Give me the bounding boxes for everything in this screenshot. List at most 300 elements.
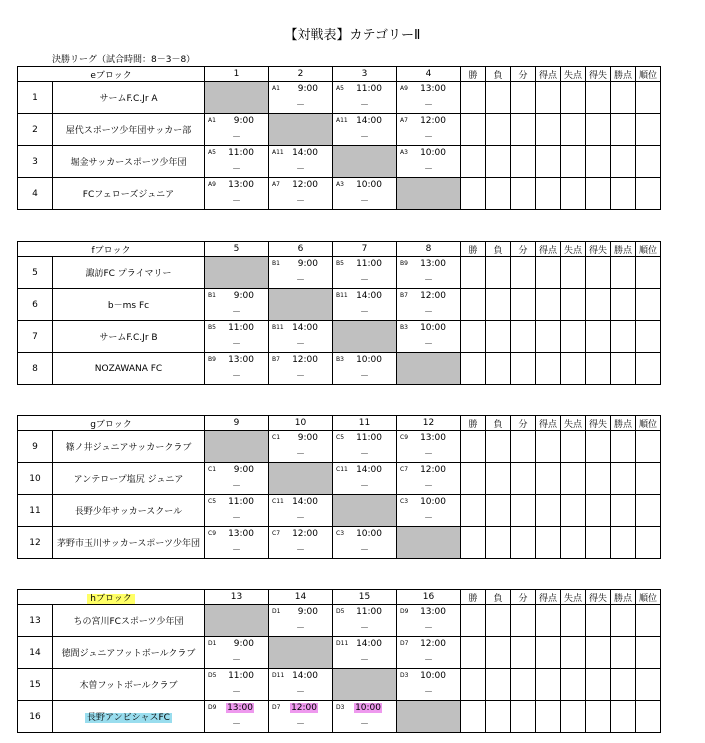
stat-header: 失点 — [561, 590, 586, 605]
column-number: 10 — [269, 416, 333, 431]
match-cell — [205, 637, 269, 669]
team-name — [53, 257, 205, 289]
match-time: 9:00 — [297, 259, 318, 269]
team-row — [18, 289, 661, 321]
block-table — [17, 589, 661, 733]
team-number: 3 — [18, 146, 53, 178]
team-name — [53, 146, 205, 178]
match-code: B3 — [400, 324, 408, 331]
stat-cell — [461, 463, 486, 495]
match-cell — [397, 82, 461, 114]
column-number: 12 — [397, 416, 461, 431]
score-dash: － — [295, 101, 305, 111]
match-time: 11:00 — [356, 84, 382, 94]
match-cell — [397, 605, 461, 637]
stat-cell — [636, 637, 661, 669]
team-number: 4 — [18, 178, 53, 210]
self-match-cell — [333, 321, 397, 353]
stat-cell — [486, 701, 511, 733]
stat-header: 負 — [486, 242, 511, 257]
stat-header: 勝点 — [611, 242, 636, 257]
stat-cell — [486, 495, 511, 527]
score-dash: － — [231, 656, 241, 666]
match-slot — [397, 637, 460, 668]
stat-cell — [636, 701, 661, 733]
match-time: 10:00 — [355, 703, 381, 713]
block-name: eブロック — [90, 70, 132, 81]
stat-header: 負 — [486, 590, 511, 605]
stat-cell — [536, 289, 561, 321]
match-cell — [333, 178, 397, 210]
stat-cell — [561, 82, 586, 114]
stat-cell — [511, 701, 536, 733]
block-name: hブロック — [87, 594, 135, 604]
stat-cell — [486, 353, 511, 385]
match-code: D5 — [208, 672, 217, 679]
stat-cell — [461, 146, 486, 178]
match-slot — [397, 146, 460, 177]
stat-cell — [511, 114, 536, 146]
score-dash: － — [231, 546, 241, 556]
match-slot — [205, 669, 268, 700]
score-dash: － — [295, 165, 305, 175]
stat-header: 失点 — [561, 67, 586, 82]
team-row — [18, 637, 661, 669]
stat-cell — [636, 146, 661, 178]
match-slot — [397, 463, 460, 494]
stat-cell — [511, 82, 536, 114]
match-code: B9 — [400, 260, 408, 267]
stat-cell — [561, 605, 586, 637]
score-dash: － — [423, 688, 433, 698]
stat-header: 負 — [486, 67, 511, 82]
match-cell — [397, 495, 461, 527]
match-slot — [205, 637, 268, 668]
stat-cell — [561, 257, 586, 289]
stat-cell — [561, 431, 586, 463]
team-name-text: b－ms Fc — [107, 301, 150, 311]
block-table — [17, 415, 661, 559]
match-cell — [333, 431, 397, 463]
team-row — [18, 146, 661, 178]
stat-header: 失点 — [561, 242, 586, 257]
match-slot — [269, 353, 332, 384]
match-code: A1 — [272, 85, 280, 92]
team-row — [18, 114, 661, 146]
score-dash: － — [359, 308, 369, 318]
self-match-cell — [397, 353, 461, 385]
self-match-cell — [333, 146, 397, 178]
stat-cell — [536, 431, 561, 463]
score-dash: － — [295, 450, 305, 460]
block-table — [17, 66, 661, 210]
match-time: 9:00 — [233, 116, 254, 126]
score-dash: － — [423, 482, 433, 492]
match-time: 13:00 — [420, 259, 446, 269]
match-slot — [333, 114, 396, 145]
score-dash: － — [359, 482, 369, 492]
team-number: 5 — [18, 257, 53, 289]
column-number: 5 — [205, 242, 269, 257]
stat-cell — [536, 114, 561, 146]
team-number: 11 — [18, 495, 53, 527]
match-time: 14:00 — [292, 671, 318, 681]
match-time: 9:00 — [233, 291, 254, 301]
stat-header: 得点 — [536, 242, 561, 257]
stat-cell — [586, 146, 611, 178]
match-time: 12:00 — [292, 529, 318, 539]
match-slot — [205, 527, 268, 558]
match-time: 11:00 — [228, 148, 254, 158]
score-dash: － — [359, 624, 369, 634]
stat-cell — [511, 605, 536, 637]
match-time: 14:00 — [292, 497, 318, 507]
match-cell — [269, 82, 333, 114]
league-subtitle: 決勝リーグ（試合時間：8－3－8） — [52, 55, 196, 65]
match-slot — [333, 178, 396, 209]
stat-cell — [486, 463, 511, 495]
stat-cell — [636, 463, 661, 495]
score-dash: － — [231, 133, 241, 143]
team-name — [53, 321, 205, 353]
stat-cell — [461, 637, 486, 669]
team-name — [53, 178, 205, 210]
stat-cell — [486, 289, 511, 321]
team-name — [53, 637, 205, 669]
match-code: A3 — [400, 149, 408, 156]
team-row — [18, 463, 661, 495]
match-cell — [269, 669, 333, 701]
score-dash: － — [231, 165, 241, 175]
stat-header: 勝点 — [611, 67, 636, 82]
team-number: 9 — [18, 431, 53, 463]
self-match-cell — [269, 637, 333, 669]
stat-cell — [536, 257, 561, 289]
stat-cell — [636, 605, 661, 637]
team-name-text: 諏訪FC プライマリー — [85, 269, 172, 279]
match-cell — [397, 463, 461, 495]
match-slot — [269, 527, 332, 558]
match-code: A3 — [336, 181, 344, 188]
match-slot — [397, 289, 460, 320]
score-dash: － — [423, 624, 433, 634]
match-slot — [333, 257, 396, 288]
score-dash: － — [295, 372, 305, 382]
stat-header: 分 — [511, 416, 536, 431]
match-cell — [269, 605, 333, 637]
stat-header: 得点 — [536, 590, 561, 605]
stat-cell — [536, 178, 561, 210]
match-time: 12:00 — [420, 291, 446, 301]
match-code: B3 — [336, 356, 344, 363]
stat-cell — [611, 353, 636, 385]
match-cell — [205, 463, 269, 495]
match-time: 11:00 — [356, 259, 382, 269]
match-slot — [205, 289, 268, 320]
match-time: 9:00 — [297, 607, 318, 617]
stat-cell — [536, 82, 561, 114]
score-dash: － — [231, 340, 241, 350]
stat-cell — [461, 701, 486, 733]
stat-header: 順位 — [636, 590, 661, 605]
match-code: A9 — [208, 181, 216, 188]
team-row — [18, 527, 661, 559]
team-name-text: NOZAWANA FC — [94, 363, 163, 374]
stat-cell — [586, 321, 611, 353]
match-slot — [269, 146, 332, 177]
score-dash: － — [423, 340, 433, 350]
stat-cell — [536, 495, 561, 527]
team-number: 14 — [18, 637, 53, 669]
match-cell — [333, 527, 397, 559]
match-time: 11:00 — [356, 433, 382, 443]
match-time: 10:00 — [356, 180, 382, 190]
team-row — [18, 321, 661, 353]
column-number: 15 — [333, 590, 397, 605]
match-code: C5 — [208, 498, 217, 505]
stat-cell — [511, 669, 536, 701]
score-dash: － — [231, 688, 241, 698]
stat-cell — [561, 527, 586, 559]
stat-cell — [511, 257, 536, 289]
stat-cell — [536, 669, 561, 701]
match-time: 14:00 — [356, 116, 382, 126]
stat-cell — [461, 353, 486, 385]
match-time: 9:00 — [297, 433, 318, 443]
team-name — [53, 495, 205, 527]
match-code: C9 — [400, 434, 409, 441]
score-dash: － — [231, 482, 241, 492]
match-code: D5 — [336, 608, 345, 615]
stat-cell — [486, 527, 511, 559]
match-slot — [397, 257, 460, 288]
stat-cell — [636, 257, 661, 289]
stat-header: 得失 — [586, 416, 611, 431]
team-number: 1 — [18, 82, 53, 114]
stat-cell — [611, 321, 636, 353]
stat-cell — [561, 289, 586, 321]
match-cell — [205, 527, 269, 559]
match-time: 10:00 — [420, 323, 446, 333]
match-cell — [397, 321, 461, 353]
stat-header: 得失 — [586, 590, 611, 605]
match-code: D7 — [272, 704, 281, 711]
stat-cell — [586, 527, 611, 559]
stat-cell — [486, 178, 511, 210]
match-code: A7 — [400, 117, 408, 124]
score-dash: － — [359, 101, 369, 111]
match-time: 9:00 — [233, 465, 254, 475]
match-code: C1 — [272, 434, 281, 441]
match-code: A5 — [208, 149, 216, 156]
self-match-cell — [205, 82, 269, 114]
match-slot — [333, 637, 396, 668]
match-time: 10:00 — [420, 148, 446, 158]
stat-cell — [511, 178, 536, 210]
column-number: 2 — [269, 67, 333, 82]
self-match-cell — [269, 289, 333, 321]
match-slot — [269, 82, 332, 113]
stat-cell — [636, 321, 661, 353]
team-number: 7 — [18, 321, 53, 353]
match-code: D9 — [208, 704, 217, 711]
self-match-cell — [269, 463, 333, 495]
stat-cell — [461, 178, 486, 210]
match-time: 10:00 — [356, 529, 382, 539]
self-match-cell — [205, 431, 269, 463]
match-time: 9:00 — [233, 639, 254, 649]
match-time: 11:00 — [228, 323, 254, 333]
stat-cell — [586, 114, 611, 146]
stat-cell — [611, 178, 636, 210]
match-cell — [333, 289, 397, 321]
match-slot — [269, 257, 332, 288]
match-code: A7 — [272, 181, 280, 188]
match-slot — [333, 605, 396, 636]
match-slot — [205, 114, 268, 145]
match-slot — [397, 82, 460, 113]
match-cell — [269, 146, 333, 178]
match-code: B1 — [272, 260, 280, 267]
match-cell — [397, 669, 461, 701]
match-code: C1 — [208, 466, 217, 473]
stat-cell — [611, 701, 636, 733]
stat-header: 勝点 — [611, 590, 636, 605]
match-slot — [269, 321, 332, 352]
match-slot — [333, 463, 396, 494]
score-dash: － — [423, 276, 433, 286]
stat-header: 得失 — [586, 67, 611, 82]
stat-cell — [586, 431, 611, 463]
match-cell — [397, 289, 461, 321]
match-time: 13:00 — [420, 84, 446, 94]
stat-cell — [586, 257, 611, 289]
match-slot — [269, 495, 332, 526]
team-name-text: 長野アンビシャスFC — [87, 713, 170, 723]
stat-header: 勝点 — [611, 416, 636, 431]
match-code: C9 — [208, 530, 217, 537]
match-cell — [269, 495, 333, 527]
score-dash: － — [295, 688, 305, 698]
match-time: 13:00 — [227, 703, 253, 713]
team-name — [53, 353, 205, 385]
stat-header: 得失 — [586, 242, 611, 257]
team-row — [18, 605, 661, 637]
stat-cell — [461, 321, 486, 353]
match-slot — [269, 669, 332, 700]
column-number: 3 — [333, 67, 397, 82]
column-number: 8 — [397, 242, 461, 257]
stat-cell — [461, 431, 486, 463]
stat-cell — [486, 431, 511, 463]
stat-cell — [561, 495, 586, 527]
block-name: gブロック — [90, 419, 132, 430]
team-number: 10 — [18, 463, 53, 495]
score-dash: － — [359, 197, 369, 207]
stat-cell — [461, 605, 486, 637]
stat-cell — [561, 146, 586, 178]
stat-cell — [511, 495, 536, 527]
stat-cell — [511, 321, 536, 353]
stat-header: 得点 — [536, 416, 561, 431]
team-number: 2 — [18, 114, 53, 146]
stat-cell — [536, 701, 561, 733]
stat-cell — [586, 701, 611, 733]
table-header-row — [18, 242, 661, 257]
match-cell — [333, 463, 397, 495]
stat-cell — [511, 463, 536, 495]
stat-cell — [611, 82, 636, 114]
match-cell — [397, 114, 461, 146]
column-number: 13 — [205, 590, 269, 605]
stat-cell — [636, 82, 661, 114]
match-cell — [269, 701, 333, 733]
match-time: 14:00 — [356, 639, 382, 649]
stat-cell — [461, 527, 486, 559]
match-code: B7 — [400, 292, 408, 299]
stat-cell — [611, 257, 636, 289]
match-time: 13:00 — [228, 529, 254, 539]
score-dash: － — [359, 450, 369, 460]
table-header-row — [18, 416, 661, 431]
stat-header: 順位 — [636, 242, 661, 257]
match-code: D7 — [400, 640, 409, 647]
match-slot — [333, 353, 396, 384]
match-time: 13:00 — [228, 355, 254, 365]
match-cell — [205, 178, 269, 210]
match-time: 13:00 — [420, 433, 446, 443]
stat-header: 負 — [486, 416, 511, 431]
score-dash: － — [231, 197, 241, 207]
team-name-text: 徳間ジュニアフットボールクラブ — [61, 649, 196, 659]
match-code: C5 — [336, 434, 345, 441]
self-match-cell — [205, 257, 269, 289]
team-number: 6 — [18, 289, 53, 321]
team-name-text: サームF.C.Jr B — [99, 333, 158, 343]
score-dash: － — [231, 308, 241, 318]
match-code: A11 — [336, 117, 348, 124]
match-code: C11 — [272, 498, 284, 505]
match-cell — [397, 146, 461, 178]
score-dash: － — [423, 308, 433, 318]
match-time: 13:00 — [420, 607, 446, 617]
self-match-cell — [333, 669, 397, 701]
stat-header: 勝 — [461, 416, 486, 431]
stat-cell — [486, 257, 511, 289]
match-cell — [269, 321, 333, 353]
match-time: 14:00 — [356, 465, 382, 475]
self-match-cell — [397, 178, 461, 210]
column-number: 9 — [205, 416, 269, 431]
stat-cell — [461, 669, 486, 701]
score-dash: － — [359, 546, 369, 556]
stat-cell — [486, 82, 511, 114]
stat-cell — [461, 289, 486, 321]
score-dash: － — [231, 514, 241, 524]
stat-cell — [636, 353, 661, 385]
match-cell — [269, 431, 333, 463]
stat-cell — [586, 463, 611, 495]
team-name-text: 屋代スポーツ少年団サッカー部 — [65, 126, 192, 136]
score-dash: － — [231, 372, 241, 382]
score-dash: － — [295, 624, 305, 634]
team-number: 13 — [18, 605, 53, 637]
match-slot — [269, 431, 332, 462]
team-name-text: 木曽フットボールクラブ — [79, 681, 178, 691]
match-cell — [205, 289, 269, 321]
score-dash: － — [295, 276, 305, 286]
match-time: 10:00 — [420, 671, 446, 681]
